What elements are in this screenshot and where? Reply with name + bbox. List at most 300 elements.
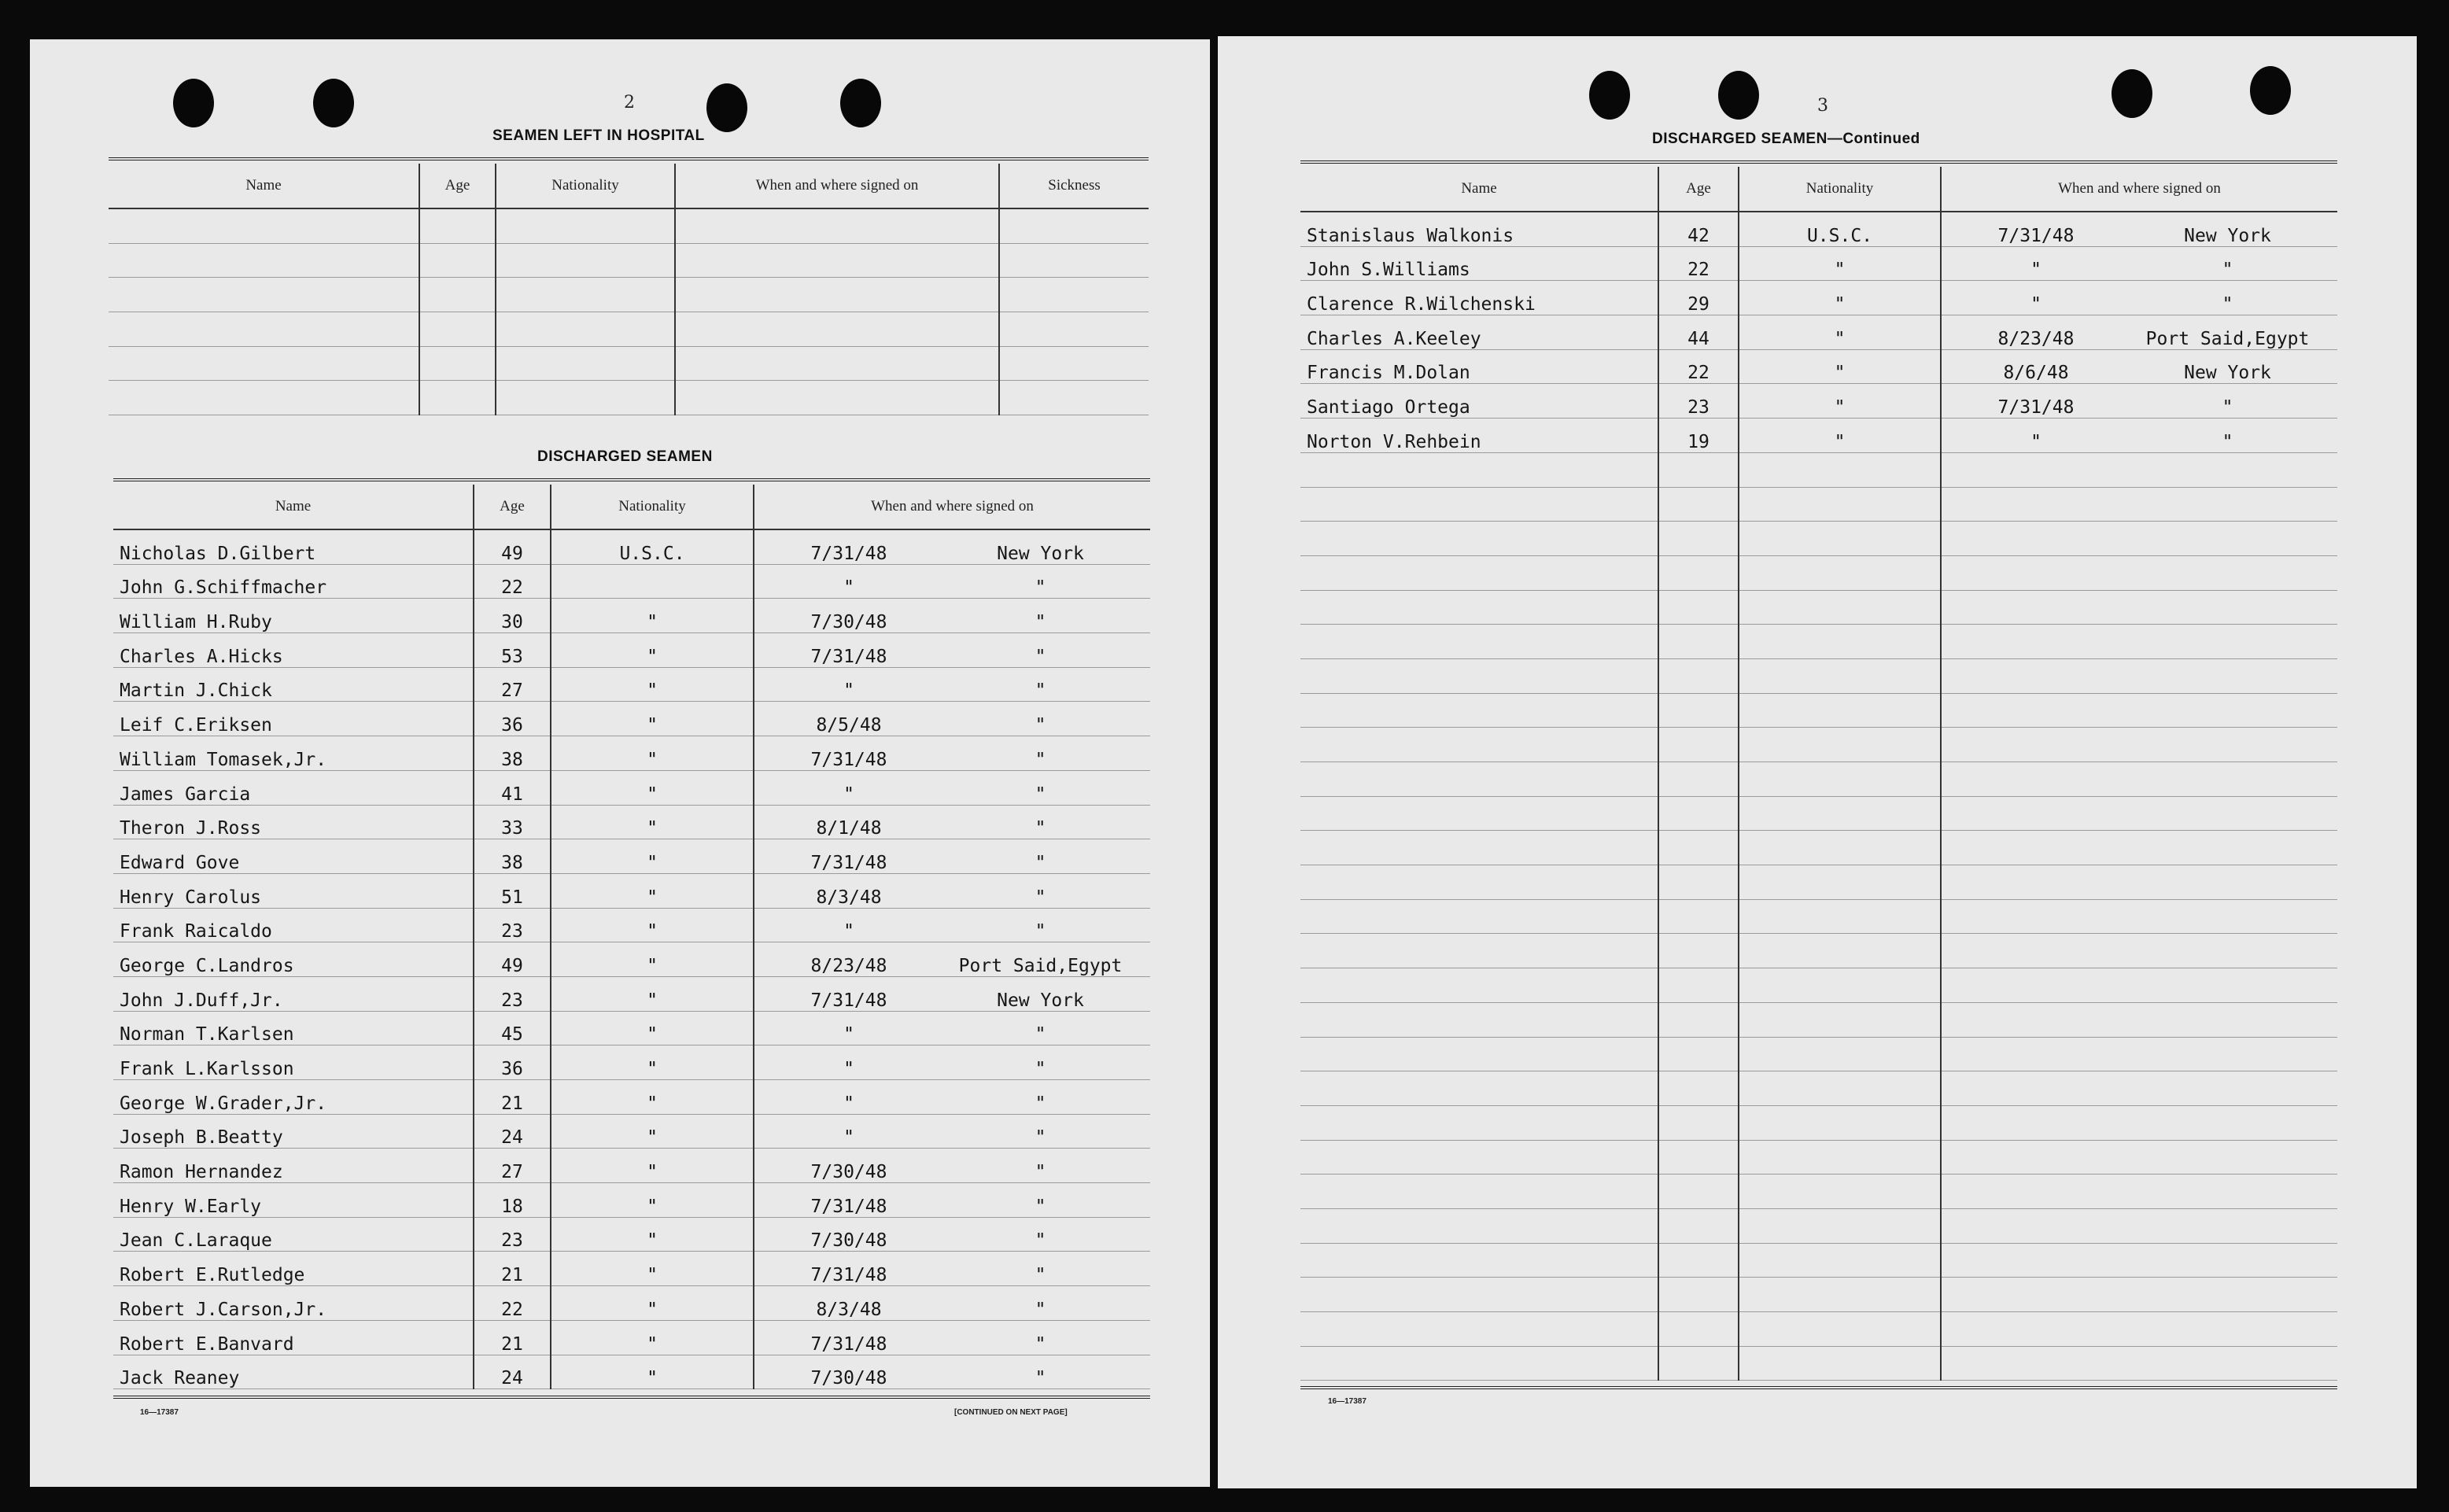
seaman-age [1658, 1312, 1739, 1347]
seaman-name [1300, 1312, 1658, 1347]
signed-on-date: " [843, 1093, 854, 1114]
table-cell [999, 278, 1149, 312]
table-row [1300, 384, 2337, 419]
table-row [1300, 693, 2337, 728]
signed-on-cell [1941, 899, 2337, 934]
seaman-name: Theron J.Ross [113, 805, 474, 839]
title-main: DISCHARGED SEAMEN [1652, 131, 1828, 147]
seaman-nationality: " [551, 736, 754, 771]
signed-on [761, 1127, 1144, 1148]
seaman-name [1300, 1140, 1658, 1175]
seaman-nationality: " [551, 1011, 754, 1045]
signed-on-date: 7/30/48 [810, 1162, 887, 1183]
seaman-name: Charles A.Keeley [1300, 315, 1658, 350]
seaman-nationality [1739, 625, 1941, 659]
seaman-age [1658, 934, 1739, 968]
signed-on-cell [754, 1286, 1150, 1321]
signed-on-place: " [1035, 715, 1046, 736]
section-rule [113, 478, 1150, 481]
signed-on-place: " [1035, 646, 1046, 667]
table-row [113, 1252, 1150, 1286]
punch-hole [1718, 71, 1759, 120]
hospital-section-title: SEAMEN LEFT IN HOSPITAL [492, 127, 705, 144]
seaman-age: 41 [474, 770, 551, 805]
signed-on-cell [1941, 831, 2337, 865]
seaman-name: Robert E.Banvard [113, 1320, 474, 1355]
seaman-nationality [1739, 590, 1941, 625]
table-cell [675, 346, 999, 381]
signed-on-place: " [1035, 1059, 1046, 1079]
signed-on-cell [1941, 728, 2337, 762]
signed-on-cell [1941, 865, 2337, 900]
table-row [113, 942, 1150, 977]
signed-on-cell [1941, 1208, 2337, 1243]
signed-on-date: 8/23/48 [810, 955, 887, 976]
table-row [1300, 899, 2337, 934]
seaman-age [1658, 1105, 1739, 1140]
seaman-nationality: " [551, 770, 754, 805]
seaman-nationality: " [551, 873, 754, 908]
signed-on [761, 1300, 1144, 1320]
signed-on-cell [754, 976, 1150, 1011]
table-row [1300, 1071, 2337, 1106]
signed-on-date: " [843, 784, 854, 805]
column-header: When and where signed on [675, 164, 999, 208]
table-row [1300, 1312, 2337, 1347]
seaman-name [1300, 1037, 1658, 1071]
signed-on-cell [754, 1320, 1150, 1355]
seaman-age: 22 [1658, 349, 1739, 384]
seaman-age: 21 [474, 1320, 551, 1355]
table-cell [999, 243, 1149, 278]
table-row [113, 1286, 1150, 1321]
table-row [1300, 1105, 2337, 1140]
signed-on [761, 921, 1144, 942]
table-cell [496, 278, 675, 312]
signed-on [761, 784, 1144, 805]
signed-on-cell [1941, 246, 2337, 281]
signed-on-date: 7/30/48 [810, 612, 887, 633]
signed-on-place: New York [997, 990, 1084, 1011]
signed-on-cell [1941, 487, 2337, 522]
table-cell [419, 312, 496, 347]
signed-on-cell [754, 599, 1150, 633]
table-cell [109, 243, 419, 278]
table-cell [109, 346, 419, 381]
seaman-nationality [1739, 728, 1941, 762]
form-number: 16—17387 [1328, 1397, 1366, 1406]
table-row [113, 1217, 1150, 1252]
seaman-age: 29 [1658, 281, 1739, 315]
signed-on-cell [1941, 1278, 2337, 1312]
seaman-nationality: " [551, 976, 754, 1011]
discharged-table [113, 485, 1150, 1389]
table-cell [419, 208, 496, 243]
seaman-age: 36 [474, 1045, 551, 1080]
seaman-age: 30 [474, 599, 551, 633]
seaman-age [1658, 1346, 1739, 1381]
signed-on-cell [1941, 1037, 2337, 1071]
seaman-name: James Garcia [113, 770, 474, 805]
signed-on-date: " [843, 1024, 854, 1045]
table-row [1300, 1037, 2337, 1071]
seaman-nationality: " [551, 667, 754, 702]
table-row [109, 312, 1149, 347]
seaman-nationality [1739, 452, 1941, 487]
signed-on-cell [1941, 934, 2337, 968]
signed-on-date: " [843, 577, 854, 599]
signed-on-cell [1941, 1346, 2337, 1381]
column-header: When and where signed on [754, 485, 1150, 529]
seaman-age [1658, 1037, 1739, 1071]
seaman-nationality: U.S.C. [551, 529, 754, 564]
punch-hole [1589, 71, 1630, 120]
seaman-nationality: " [551, 1252, 754, 1286]
signed-on-cell [1941, 419, 2337, 453]
signed-on-cell [754, 1114, 1150, 1149]
table-row [109, 208, 1149, 243]
seaman-nationality: " [1739, 315, 1941, 350]
seaman-name [1300, 693, 1658, 728]
seaman-age: 49 [474, 529, 551, 564]
seaman-age: 24 [474, 1355, 551, 1389]
seaman-nationality [1739, 762, 1941, 797]
signed-on-place: Port Said,Egypt [2145, 328, 2310, 349]
seaman-nationality: " [1739, 419, 1941, 453]
column-header: Nationality [551, 485, 754, 529]
seaman-nationality: " [551, 1217, 754, 1252]
section-rule [1300, 160, 2337, 164]
signed-on-cell [754, 736, 1150, 771]
seaman-name [1300, 728, 1658, 762]
seaman-name [1300, 522, 1658, 556]
signed-on [761, 577, 1144, 598]
seaman-name [1300, 452, 1658, 487]
seaman-name: John S.Williams [1300, 246, 1658, 281]
seaman-name [1300, 865, 1658, 900]
seaman-name [1300, 831, 1658, 865]
seaman-name: George W.Grader,Jr. [113, 1080, 474, 1115]
seaman-name [1300, 796, 1658, 831]
table-row [1300, 349, 2337, 384]
signed-on [1948, 432, 2331, 452]
seaman-nationality [1739, 522, 1941, 556]
table-row [113, 805, 1150, 839]
signed-on-place: " [1035, 749, 1046, 770]
table-cell [675, 381, 999, 415]
column-header: When and where signed on [1941, 167, 2337, 212]
table-row [1300, 625, 2337, 659]
hospital-table [109, 164, 1149, 415]
signed-on [761, 1162, 1144, 1182]
signed-on-place: " [1035, 818, 1046, 839]
signed-on-place: " [1035, 921, 1046, 942]
seaman-age: 23 [474, 908, 551, 942]
seaman-age: 22 [474, 564, 551, 599]
seaman-nationality: " [551, 1320, 754, 1355]
column-header: Name [113, 485, 474, 529]
signed-on [761, 647, 1144, 667]
table-row [113, 839, 1150, 874]
table-row [113, 908, 1150, 942]
table-cell [675, 312, 999, 347]
table-row [113, 1149, 1150, 1183]
table-row [113, 564, 1150, 599]
seaman-name: Frank Raicaldo [113, 908, 474, 942]
table-row [1300, 212, 2337, 246]
punch-hole [706, 83, 747, 132]
table-cell [496, 381, 675, 415]
seaman-age [1658, 1071, 1739, 1106]
table-cell [419, 278, 496, 312]
signed-on-cell [754, 1183, 1150, 1218]
column-header: Age [1658, 167, 1739, 212]
seaman-name: Francis M.Dolan [1300, 349, 1658, 384]
seaman-age: 33 [474, 805, 551, 839]
signed-on [761, 1334, 1144, 1355]
seaman-name: Edward Gove [113, 839, 474, 874]
punch-hole [2250, 66, 2291, 115]
signed-on-date: " [843, 1127, 854, 1149]
signed-on-date: 7/31/48 [1997, 225, 2075, 246]
seaman-name: Santiago Ortega [1300, 384, 1658, 419]
left-page [30, 39, 1210, 1487]
table-row [113, 1011, 1150, 1045]
punch-hole [173, 79, 214, 127]
signed-on [761, 544, 1144, 564]
table-row [113, 1320, 1150, 1355]
signed-on-place: " [1035, 612, 1046, 633]
seaman-age [1658, 899, 1739, 934]
table-cell [109, 381, 419, 415]
table-row [1300, 487, 2337, 522]
table-cell [496, 243, 675, 278]
table-row [113, 976, 1150, 1011]
discharged-continued-title [1652, 131, 1920, 148]
signed-on-date: 7/31/48 [810, 646, 887, 667]
signed-on-cell [1941, 625, 2337, 659]
signed-on-cell [1941, 796, 2337, 831]
table-cell [675, 243, 999, 278]
punch-hole [2112, 69, 2152, 118]
seaman-nationality: " [551, 1286, 754, 1321]
signed-on-cell [1941, 522, 2337, 556]
seaman-age [1658, 522, 1739, 556]
table-cell [419, 346, 496, 381]
signed-on-cell [1941, 1071, 2337, 1106]
signed-on-date: " [2030, 431, 2041, 452]
signed-on-cell [1941, 1140, 2337, 1175]
signed-on-date: 7/31/48 [810, 990, 887, 1011]
table-row [1300, 281, 2337, 315]
signed-on-date: 7/30/48 [810, 1368, 887, 1389]
right-page [1218, 36, 2417, 1488]
seaman-name: Clarence R.Wilchenski [1300, 281, 1658, 315]
signed-on-cell [754, 1355, 1150, 1389]
signed-on [761, 853, 1144, 873]
signed-on [761, 1024, 1144, 1045]
seaman-nationality [1739, 1278, 1941, 1312]
signed-on-cell [754, 667, 1150, 702]
signed-on [1948, 363, 2331, 383]
seaman-age [1658, 968, 1739, 1003]
signed-on-place: New York [2184, 363, 2271, 384]
table-cell [675, 278, 999, 312]
seaman-name: Nicholas D.Gilbert [113, 529, 474, 564]
signed-on-cell [754, 908, 1150, 942]
table-row [113, 1045, 1150, 1080]
seaman-nationality: " [551, 942, 754, 977]
seaman-name [1300, 625, 1658, 659]
signed-on-date: 8/3/48 [816, 887, 882, 908]
signed-on-date: " [2030, 260, 2041, 281]
table-row [1300, 1002, 2337, 1037]
seaman-name [1300, 762, 1658, 797]
signed-on-place: " [1035, 1265, 1046, 1286]
signed-on-place: " [1035, 1093, 1046, 1114]
table-row [113, 736, 1150, 771]
seaman-age [1658, 1243, 1739, 1278]
seaman-name: Jean C.Laraque [113, 1217, 474, 1252]
seaman-nationality [1739, 658, 1941, 693]
signed-on-date: 7/31/48 [810, 749, 887, 770]
seaman-nationality [1739, 1002, 1941, 1037]
seaman-age: 51 [474, 873, 551, 908]
signed-on-date: 7/31/48 [810, 1265, 887, 1286]
seaman-age [1658, 1278, 1739, 1312]
table-cell [999, 346, 1149, 381]
signed-on-cell [754, 770, 1150, 805]
table-cell [109, 312, 419, 347]
table-row [1300, 555, 2337, 590]
signed-on-cell [1941, 212, 2337, 246]
column-header: Name [109, 164, 419, 208]
seaman-nationality: " [551, 1355, 754, 1389]
seaman-name [1300, 658, 1658, 693]
column-header: Nationality [496, 164, 675, 208]
signed-on [761, 1265, 1144, 1285]
seaman-nationality [1739, 934, 1941, 968]
seaman-age [1658, 555, 1739, 590]
seaman-age: 24 [474, 1114, 551, 1149]
table-cell [999, 312, 1149, 347]
seaman-nationality: " [551, 839, 754, 874]
signed-on-date: 7/31/48 [810, 852, 887, 873]
signed-on-place: " [1035, 680, 1046, 702]
seaman-age: 36 [474, 702, 551, 736]
seaman-nationality: " [551, 599, 754, 633]
seaman-nationality: " [551, 1114, 754, 1149]
seaman-age: 18 [474, 1183, 551, 1218]
signed-on [761, 990, 1144, 1011]
seaman-age [1658, 831, 1739, 865]
seaman-nationality: " [1739, 246, 1941, 281]
page-number: 3 [1817, 96, 1828, 116]
signed-on-cell [754, 1080, 1150, 1115]
column-header: Nationality [1739, 167, 1941, 212]
seaman-name: Stanislaus Walkonis [1300, 212, 1658, 246]
table-row [109, 346, 1149, 381]
signed-on-cell [1941, 1175, 2337, 1209]
seaman-nationality: " [551, 633, 754, 668]
seaman-name [1300, 1175, 1658, 1209]
table-cell [999, 208, 1149, 243]
signed-on [761, 1059, 1144, 1079]
seaman-name: Jack Reaney [113, 1355, 474, 1389]
signed-on [761, 750, 1144, 770]
signed-on-cell [754, 564, 1150, 599]
seaman-name: John J.Duff,Jr. [113, 976, 474, 1011]
signed-on [761, 1197, 1144, 1217]
signed-on-date: 7/31/48 [810, 543, 887, 564]
seaman-age [1658, 762, 1739, 797]
seaman-nationality: " [1739, 349, 1941, 384]
seaman-age [1658, 487, 1739, 522]
table-cell [419, 381, 496, 415]
signed-on [1948, 329, 2331, 349]
seaman-age: 44 [1658, 315, 1739, 350]
seaman-nationality [1739, 1140, 1941, 1175]
table-row [113, 1114, 1150, 1149]
punch-hole [313, 79, 354, 127]
signed-on-cell [1941, 1312, 2337, 1347]
signed-on-place: " [1035, 577, 1046, 599]
column-header: Age [474, 485, 551, 529]
signed-on [761, 715, 1144, 736]
seaman-name [1300, 487, 1658, 522]
seaman-nationality: " [1739, 384, 1941, 419]
signed-on-cell [1941, 590, 2337, 625]
signed-on-place: " [1035, 1333, 1046, 1355]
signed-on-place: " [2222, 260, 2233, 281]
signed-on-place: " [1035, 1196, 1046, 1217]
seaman-age: 38 [474, 839, 551, 874]
seaman-name: Norton V.Rehbein [1300, 419, 1658, 453]
signed-on [1948, 226, 2331, 246]
table-row [109, 381, 1149, 415]
table-row [1300, 419, 2337, 453]
seaman-age [1658, 658, 1739, 693]
table-cell [675, 208, 999, 243]
seaman-name: Charles A.Hicks [113, 633, 474, 668]
signed-on-place: " [1035, 1368, 1046, 1389]
signed-on-date: 7/31/48 [810, 1333, 887, 1355]
table-row [113, 770, 1150, 805]
seaman-nationality [1739, 831, 1941, 865]
signed-on-cell [1941, 762, 2337, 797]
table-cell [419, 243, 496, 278]
seaman-age: 53 [474, 633, 551, 668]
table-row [113, 529, 1150, 564]
seaman-name: John G.Schiffmacher [113, 564, 474, 599]
seaman-nationality [1739, 555, 1941, 590]
signed-on-place: New York [2184, 225, 2271, 246]
seaman-age: 38 [474, 736, 551, 771]
table-row [1300, 831, 2337, 865]
seaman-nationality: U.S.C. [1739, 212, 1941, 246]
seaman-age: 21 [474, 1080, 551, 1115]
signed-on [1948, 294, 2331, 315]
signed-on-place: " [1035, 1162, 1046, 1183]
table-row [1300, 246, 2337, 281]
discharged-continued-table [1300, 167, 2337, 1381]
table-cell [496, 312, 675, 347]
seaman-name [1300, 1208, 1658, 1243]
column-header: Name [1300, 167, 1658, 212]
signed-on-place: " [2222, 431, 2233, 452]
seaman-age [1658, 452, 1739, 487]
seaman-age: 45 [474, 1011, 551, 1045]
